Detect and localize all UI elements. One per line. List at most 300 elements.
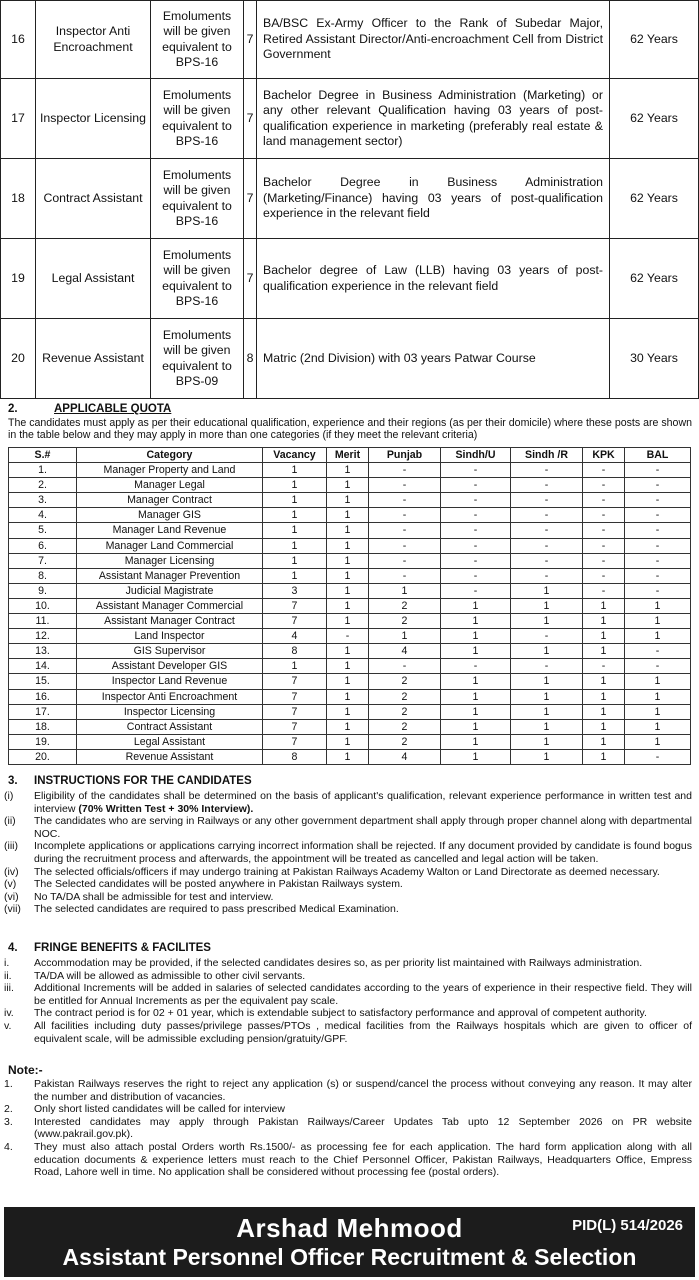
instruction-item-text: The selected candidates are required to pass prescribed Medical Examination.: [34, 903, 399, 916]
quota-cell: Judicial Magistrate: [77, 583, 263, 598]
note-item-text: Pakistan Railways reserves the right to reject any application (s) or suspend/cancel the process without conveying any reason. It may alter the number and distribution of vacancies.: [34, 1078, 692, 1103]
fringe-benefit-item-number: iii.: [4, 982, 14, 995]
quota-cell: -: [625, 568, 691, 583]
quota-cell: 4: [369, 749, 441, 764]
quota-cell: 1: [263, 508, 327, 523]
post-emoluments: Emoluments will be given equivalent to BPS-16: [151, 159, 244, 239]
quota-cell: 3.: [9, 493, 77, 508]
quota-cell: 6.: [9, 538, 77, 553]
quota-cell: 1.: [9, 463, 77, 478]
fringe-list: [4, 957, 692, 1045]
quota-row: [9, 674, 691, 689]
post-name: Contract Assistant: [36, 159, 151, 239]
quota-cell: 1: [441, 644, 511, 659]
quota-cell: 8.: [9, 568, 77, 583]
quota-cell: -: [441, 508, 511, 523]
quota-column-header: Category: [77, 448, 263, 463]
quota-cell: Manager Land Revenue: [77, 523, 263, 538]
quota-cell: -: [511, 523, 583, 538]
quota-cell: 1: [583, 689, 625, 704]
instruction-item-number: (ii): [4, 815, 16, 828]
instruction-item-emphasis: (70% Written Test + 30% Interview).: [78, 802, 254, 815]
note-item-text: They must also attach postal Orders worth Rs.1500/- as processing fee for each application. The hard form application along with all education documents & experience letters must reach to the Chief Personnel Officer, Pakistan Railways, Headquarters Office, Empress Road, Lahore well in time. No application shall be considered without processing fee (postal orders).: [34, 1140, 692, 1179]
quota-cell: -: [511, 568, 583, 583]
post-name: Revenue Assistant: [36, 319, 151, 399]
quota-column-header: Vacancy: [263, 448, 327, 463]
quota-cell: 1: [511, 734, 583, 749]
quota-cell: 1: [327, 583, 369, 598]
quota-cell: 1: [511, 614, 583, 629]
quota-cell: 1: [263, 538, 327, 553]
quota-cell: 2: [369, 674, 441, 689]
post-serial: 20: [1, 319, 36, 399]
quota-cell: -: [441, 553, 511, 568]
instruction-item-number: (vi): [4, 890, 19, 903]
fringe-benefit-item-number: iv.: [4, 1007, 14, 1020]
post-age-limit: 62 Years: [610, 1, 699, 79]
quota-cell: 1: [369, 629, 441, 644]
quota-cell: 7: [263, 704, 327, 719]
quota-cell: 4.: [9, 508, 77, 523]
quota-cell: -: [625, 659, 691, 674]
quota-cell: 1: [511, 749, 583, 764]
post-row: [1, 1, 699, 79]
post-row: [1, 319, 699, 399]
quota-cell: 1: [369, 583, 441, 598]
quota-cell: -: [625, 538, 691, 553]
quota-cell: 7: [263, 598, 327, 613]
quota-cell: Inspector Licensing: [77, 704, 263, 719]
quota-cell: 19.: [9, 734, 77, 749]
quota-column-header: BAL: [625, 448, 691, 463]
quota-cell: 1: [441, 704, 511, 719]
post-age-limit: 62 Years: [610, 159, 699, 239]
quota-cell: 2: [369, 704, 441, 719]
quota-cell: 1: [327, 749, 369, 764]
instruction-item-text: Incomplete applications or applications carrying incorrect information shall be rejected. If any document provided by candidate is found bogus during the recruitment process and afterwards, the appointment will be treated as cancelled and legal action will be taken.: [34, 840, 692, 865]
quota-cell: 1: [583, 749, 625, 764]
post-bps: 7: [244, 159, 257, 239]
quota-cell: 1: [511, 598, 583, 613]
quota-row: [9, 659, 691, 674]
quota-cell: 1: [441, 598, 511, 613]
quota-cell: 1: [263, 478, 327, 493]
quota-cell: Manager GIS: [77, 508, 263, 523]
quota-cell: -: [441, 583, 511, 598]
quota-cell: -: [625, 553, 691, 568]
quota-cell: Manager Licensing: [77, 553, 263, 568]
quota-cell: 1: [511, 719, 583, 734]
quota-cell: 1: [263, 659, 327, 674]
quota-column-header: Sindh /R: [511, 448, 583, 463]
post-serial: 19: [1, 239, 36, 319]
signature-footer: [4, 1207, 695, 1277]
quota-cell: 1: [263, 493, 327, 508]
quota-cell: -: [583, 463, 625, 478]
post-age-limit: 62 Years: [610, 239, 699, 319]
quota-cell: Assistant Manager Contract: [77, 614, 263, 629]
quota-cell: 1: [625, 719, 691, 734]
quota-cell: 10.: [9, 598, 77, 613]
quota-cell: Manager Property and Land: [77, 463, 263, 478]
quota-cell: -: [441, 463, 511, 478]
posts-table: [0, 0, 699, 399]
quota-row: [9, 644, 691, 659]
post-age-limit: 30 Years: [610, 319, 699, 399]
quota-cell: Assistant Developer GIS: [77, 659, 263, 674]
post-name: Legal Assistant: [36, 239, 151, 319]
quota-cell: 2: [369, 614, 441, 629]
post-row: [1, 79, 699, 159]
quota-intro: The candidates must apply as per their educational qualification, experience and their regions (as per their domicile) where these posts are shown in the table below and they may apply in more than one categories (if they meet the relevant criteria): [8, 417, 692, 442]
note-item-number: 3.: [4, 1115, 13, 1128]
quota-cell: 1: [327, 508, 369, 523]
quota-cell: 1: [327, 719, 369, 734]
quota-cell: 2: [369, 734, 441, 749]
instruction-item-number: (iii): [4, 840, 18, 853]
quota-row: [9, 689, 691, 704]
instructions-title: INSTRUCTIONS FOR THE CANDIDATES: [34, 775, 252, 787]
quota-cell: 1: [327, 644, 369, 659]
note-item-text: Interested candidates may apply through Pakistan Railways/Career Updates Tab upto 12 September 2026 on PR website (www.pakrail.gov.pk).: [34, 1115, 692, 1141]
quota-cell: 1: [625, 674, 691, 689]
quota-column-header: KPK: [583, 448, 625, 463]
quota-cell: -: [511, 463, 583, 478]
quota-cell: -: [625, 508, 691, 523]
quota-cell: 1: [583, 734, 625, 749]
quota-cell: 1: [263, 553, 327, 568]
fringe-benefit-item-text: Accommodation may be provided, if the selected candidates desires so, as per priority list maintained with Railways administration.: [34, 957, 643, 969]
quota-cell: 11.: [9, 614, 77, 629]
quota-cell: 1: [583, 598, 625, 613]
fringe-benefit-item: [4, 970, 692, 983]
notes-title: Note:-: [8, 1063, 43, 1077]
quota-cell: -: [369, 523, 441, 538]
instruction-item: [4, 815, 692, 840]
post-emoluments: Emoluments will be given equivalent to BPS-16: [151, 1, 244, 79]
quota-cell: 1: [327, 659, 369, 674]
note-item: [4, 1103, 692, 1116]
post-row: [1, 239, 699, 319]
quota-cell: 4: [369, 644, 441, 659]
quota-column-header: Sindh/U: [441, 448, 511, 463]
instruction-item: [4, 790, 692, 815]
note-item: [4, 1078, 692, 1103]
instruction-item-text: The selected officials/officers if may undergo training at Pakistan Railways Academy Walton or Land Directorate as deemed necessary.: [34, 865, 660, 878]
quota-row: [9, 614, 691, 629]
quota-cell: 7.: [9, 553, 77, 568]
post-bps: 8: [244, 319, 257, 399]
quota-section-title: APPLICABLE QUOTA: [54, 403, 172, 415]
instruction-item: [4, 903, 692, 916]
quota-cell: -: [511, 629, 583, 644]
quota-cell: Legal Assistant: [77, 734, 263, 749]
post-bps: 7: [244, 79, 257, 159]
instructions-list: [4, 790, 692, 916]
quota-cell: 1: [441, 689, 511, 704]
fringe-benefit-item: [4, 1020, 692, 1045]
fringe-benefit-item-text: TA/DA will be allowed as admissible to other civil servants.: [34, 969, 306, 982]
quota-cell: 2.: [9, 478, 77, 493]
quota-row: [9, 598, 691, 613]
fringe-benefit-item: [4, 982, 692, 1007]
quota-cell: 1: [441, 629, 511, 644]
note-item-number: 1.: [4, 1078, 13, 1090]
quota-cell: 14.: [9, 659, 77, 674]
quota-cell: -: [625, 493, 691, 508]
quota-cell: 13.: [9, 644, 77, 659]
post-emoluments: Emoluments will be given equivalent to BPS-16: [151, 239, 244, 319]
instruction-item: [4, 891, 692, 904]
quota-cell: 1: [327, 614, 369, 629]
quota-cell: 1: [327, 538, 369, 553]
post-name: Inspector Licensing: [36, 79, 151, 159]
instruction-item: [4, 840, 692, 865]
quota-cell: -: [441, 493, 511, 508]
quota-cell: -: [369, 538, 441, 553]
quota-cell: 1: [327, 598, 369, 613]
quota-row: [9, 734, 691, 749]
post-row: [1, 159, 699, 239]
quota-cell: 1: [511, 644, 583, 659]
quota-cell: Land Inspector: [77, 629, 263, 644]
quota-cell: 1: [263, 568, 327, 583]
quota-cell: GIS Supervisor: [77, 644, 263, 659]
note-item: [4, 1141, 692, 1179]
quota-cell: -: [583, 568, 625, 583]
quota-cell: -: [511, 508, 583, 523]
quota-cell: 8: [263, 749, 327, 764]
quota-row: [9, 704, 691, 719]
quota-cell: -: [625, 583, 691, 598]
quota-row: [9, 493, 691, 508]
post-emoluments: Emoluments will be given equivalent to BPS-16: [151, 79, 244, 159]
quota-header-row: [9, 448, 691, 463]
quota-cell: -: [583, 538, 625, 553]
post-emoluments: Emoluments will be given equivalent to BPS-09: [151, 319, 244, 399]
post-qualification: BA/BSC Ex-Army Officer to the Rank of Subedar Major, Retired Assistant Director/Anti-encroachment Cell from District Government: [257, 1, 610, 79]
quota-cell: 1: [327, 689, 369, 704]
quota-cell: 1: [263, 463, 327, 478]
quota-cell: 1: [583, 719, 625, 734]
quota-cell: 9.: [9, 583, 77, 598]
instruction-item-number: (i): [4, 790, 14, 802]
quota-cell: 1: [327, 734, 369, 749]
fringe-benefit-item-number: i.: [4, 957, 10, 969]
quota-cell: -: [441, 523, 511, 538]
quota-row: [9, 583, 691, 598]
quota-cell: 17.: [9, 704, 77, 719]
quota-column-header: Merit: [327, 448, 369, 463]
quota-row: [9, 538, 691, 553]
quota-cell: 1: [625, 629, 691, 644]
quota-cell: -: [327, 629, 369, 644]
quota-column-header: S.#: [9, 448, 77, 463]
quota-row: [9, 463, 691, 478]
quota-cell: 1: [327, 553, 369, 568]
quota-cell: 1: [441, 749, 511, 764]
fringe-benefit-item: [4, 1007, 692, 1020]
quota-cell: 2: [369, 719, 441, 734]
quota-cell: 7: [263, 719, 327, 734]
notes-list: [4, 1078, 692, 1179]
fringe-benefit-item-text: All facilities including duty passes/privilege passes/PTOs , medical facilities from the Railways hospitals which are given to officer of equivalent scale, will be admissible excluding pension/gratuity/GPF.: [34, 1019, 692, 1045]
fringe-number: 4.: [8, 942, 18, 954]
quota-cell: -: [369, 659, 441, 674]
quota-cell: 1: [327, 568, 369, 583]
quota-cell: 1: [583, 629, 625, 644]
post-qualification: Bachelor Degree in Business Administration (Marketing/Finance) having 03 years of post-qualification experience in the relevant field: [257, 159, 610, 239]
quota-section-number: 2.: [8, 403, 18, 415]
quota-cell: -: [511, 493, 583, 508]
quota-cell: -: [369, 478, 441, 493]
officer-designation: Assistant Personnel Officer Recruitment & Selection: [62, 1244, 637, 1270]
quota-cell: 1: [511, 674, 583, 689]
post-bps: 7: [244, 239, 257, 319]
instruction-item-number: (v): [4, 878, 17, 891]
quota-row: [9, 629, 691, 644]
fringe-benefit-item-text: Additional Increments will be added in salaries of selected candidates according to the years of experience in their respective field. They will be entitled for Annual Increments as per the equivalent pay scale.: [34, 982, 692, 1007]
quota-cell: Manager Land Commercial: [77, 538, 263, 553]
quota-cell: 1: [327, 523, 369, 538]
quota-cell: 1: [441, 614, 511, 629]
quota-cell: -: [583, 659, 625, 674]
quota-cell: -: [511, 538, 583, 553]
quota-cell: 1: [583, 674, 625, 689]
quota-cell: 1: [263, 523, 327, 538]
quota-cell: -: [583, 478, 625, 493]
note-item-number: 4.: [4, 1140, 13, 1153]
quota-cell: 1: [327, 704, 369, 719]
quota-cell: -: [511, 659, 583, 674]
quota-cell: 1: [625, 704, 691, 719]
quota-cell: 1: [625, 734, 691, 749]
quota-cell: 3: [263, 583, 327, 598]
quota-cell: 2: [369, 598, 441, 613]
quota-cell: 18.: [9, 719, 77, 734]
quota-cell: -: [511, 553, 583, 568]
instruction-item: [4, 866, 692, 879]
quota-row: [9, 508, 691, 523]
quota-cell: 12.: [9, 629, 77, 644]
instruction-item-number: (iv): [4, 865, 19, 878]
fringe-benefit-item: [4, 957, 692, 970]
quota-cell: Manager Contract: [77, 493, 263, 508]
post-qualification: Matric (2nd Division) with 03 years Patwar Course: [257, 319, 610, 399]
quota-cell: Manager Legal: [77, 478, 263, 493]
quota-cell: -: [583, 523, 625, 538]
quota-column-header: Punjab: [369, 448, 441, 463]
quota-cell: 1: [441, 719, 511, 734]
quota-cell: 1: [327, 463, 369, 478]
quota-cell: Revenue Assistant: [77, 749, 263, 764]
quota-row: [9, 553, 691, 568]
quota-cell: Assistant Manager Commercial: [77, 598, 263, 613]
quota-cell: 1: [441, 674, 511, 689]
quota-row: [9, 749, 691, 764]
note-item-text: Only short listed candidates will be called for interview: [34, 1103, 285, 1116]
quota-row: [9, 568, 691, 583]
post-qualification: Bachelor degree of Law (LLB) having 03 years of post-qualification experience in the relevant field: [257, 239, 610, 319]
quota-cell: 1: [511, 704, 583, 719]
quota-row: [9, 478, 691, 493]
quota-cell: 1: [441, 734, 511, 749]
quota-cell: Inspector Anti Encroachment: [77, 689, 263, 704]
quota-cell: -: [511, 478, 583, 493]
quota-cell: 2: [369, 689, 441, 704]
fringe-benefit-item-number: ii.: [4, 969, 12, 982]
quota-cell: 7: [263, 689, 327, 704]
quota-cell: Inspector Land Revenue: [77, 674, 263, 689]
post-serial: 18: [1, 159, 36, 239]
quota-cell: Assistant Manager Prevention: [77, 568, 263, 583]
instruction-item-text: The Selected candidates will be posted anywhere in Pakistan Railways system.: [34, 878, 403, 891]
quota-cell: 7: [263, 734, 327, 749]
quota-cell: 4: [263, 629, 327, 644]
quota-cell: 7: [263, 674, 327, 689]
quota-cell: 1: [583, 704, 625, 719]
quota-cell: 1: [583, 644, 625, 659]
fringe-benefit-item-text: The contract period is for 02 + 01 year, which is extendable subject to satisfactory performance and approval of competent authority.: [34, 1007, 647, 1020]
post-qualification: Bachelor Degree in Business Administration (Marketing) or any other relevant Qualification having 03 years of post-qualification experience in marketing (preferably real estate & land management sector): [257, 79, 610, 159]
fringe-title: FRINGE BENEFITS & FACILITES: [34, 942, 211, 954]
quota-cell: 1: [511, 689, 583, 704]
post-serial: 16: [1, 1, 36, 79]
instruction-item: [4, 878, 692, 891]
instruction-item-text: The candidates who are serving in Railways or any other government department shall apply through proper channel along with departmental NOC.: [34, 815, 692, 840]
quota-cell: -: [583, 583, 625, 598]
quota-cell: -: [369, 508, 441, 523]
quota-cell: -: [441, 538, 511, 553]
quota-cell: -: [583, 493, 625, 508]
quota-cell: -: [441, 478, 511, 493]
quota-cell: 15.: [9, 674, 77, 689]
officer-name: Arshad Mehmood: [236, 1213, 463, 1243]
quota-cell: 1: [625, 614, 691, 629]
quota-cell: -: [583, 553, 625, 568]
quota-cell: 1: [327, 493, 369, 508]
quota-cell: 1: [511, 583, 583, 598]
quota-cell: -: [583, 508, 625, 523]
quota-cell: -: [625, 463, 691, 478]
quota-cell: -: [625, 523, 691, 538]
note-item: [4, 1116, 692, 1141]
quota-cell: -: [625, 644, 691, 659]
quota-table: [8, 447, 691, 765]
quota-cell: -: [441, 568, 511, 583]
quota-cell: 1: [583, 614, 625, 629]
post-serial: 17: [1, 79, 36, 159]
quota-cell: 5.: [9, 523, 77, 538]
quota-cell: -: [625, 478, 691, 493]
instruction-item-text: Eligibility of the candidates shall be determined on the basis of applicant's qualification, relevant experience performance in written test and interview: [34, 790, 692, 815]
quota-cell: -: [369, 463, 441, 478]
quota-cell: -: [441, 659, 511, 674]
quota-cell: -: [369, 553, 441, 568]
quota-cell: 1: [625, 689, 691, 704]
pid-number: PID(L) 514/2026: [572, 1217, 683, 1234]
quota-cell: 8: [263, 644, 327, 659]
instruction-item-number: (vii): [4, 903, 21, 916]
quota-cell: 20.: [9, 749, 77, 764]
fringe-benefit-item-number: v.: [4, 1019, 12, 1032]
quota-cell: -: [625, 749, 691, 764]
quota-cell: 1: [327, 674, 369, 689]
quota-cell: Contract Assistant: [77, 719, 263, 734]
post-age-limit: 62 Years: [610, 79, 699, 159]
quota-row: [9, 719, 691, 734]
quota-cell: -: [369, 568, 441, 583]
